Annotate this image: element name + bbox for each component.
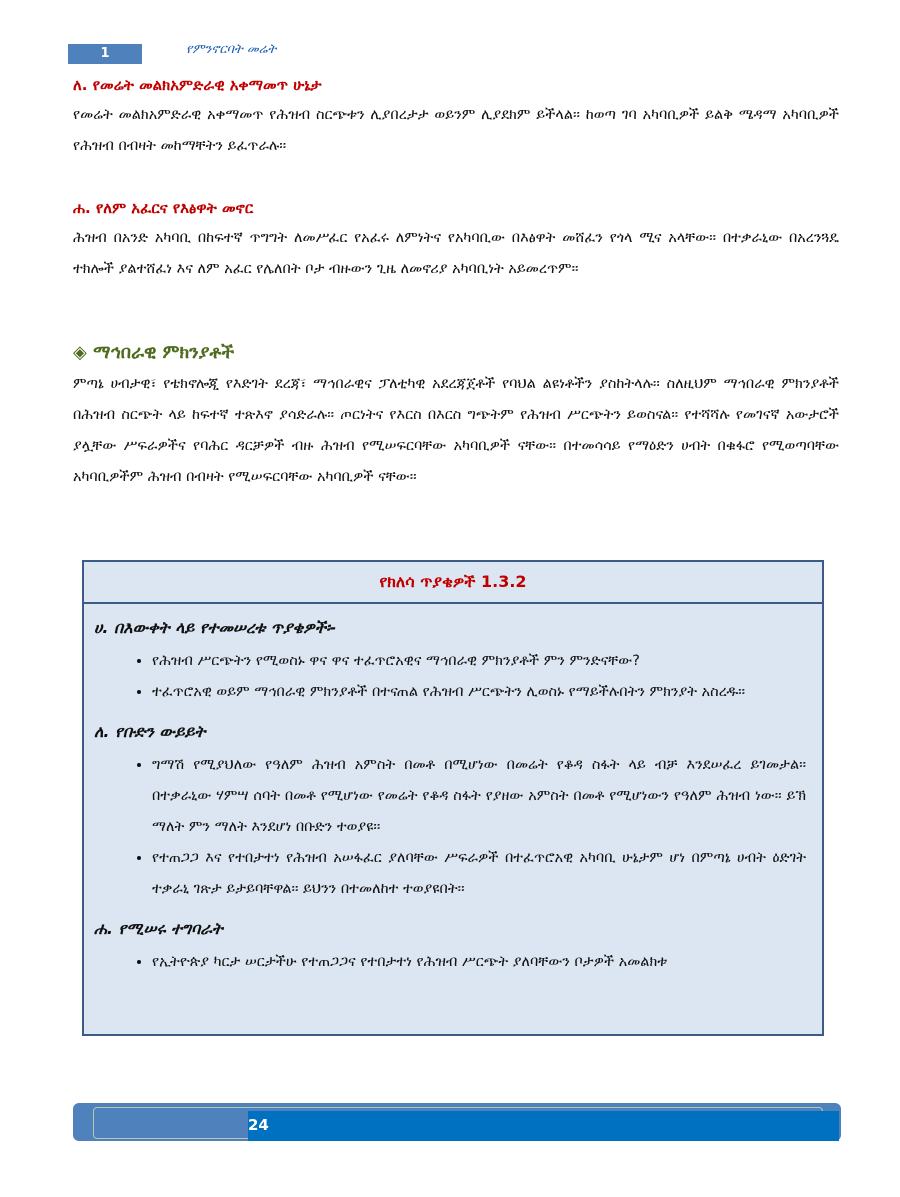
question-item: • ግማሽ የሚያህለው የዓለም ሕዝብ አምስት በመቶ በሚሆነው በመሬት የቆዳ ስፋት ላይ ብቻ እንደሠፈረ ይገመታል፡፡ በተቃራኒው ሃምሣ ሰባት በመቶ የሚሆነው የመሬት የቆዳ ስፋት የያዘው አምስት በመቶ የሚሆነውን የዓለም ሕዝብ ነው፡፡ ይኽ ማለት ምን ማለት እንደሆነ በቡድን ተወያዩ፡፡ xyxy=(152,750,806,843)
section-heading: ለ. የመሬት መልክአምድራዊ አቀማመጥ ሁኔታ xyxy=(73,76,322,94)
review-questions-box xyxy=(82,560,824,1036)
question-item: • ተፈጥሮአዊ ወይም ማኅበራዊ ምክንያቶች በተናጠል የሕዝብ ሥርጭትን ሊወስኑ የማይችሉበትን ምክንያት አስረዱ፡፡ xyxy=(152,677,806,708)
question-list xyxy=(94,646,806,708)
diamond-bullet-icon: ◈ xyxy=(73,342,87,363)
chapter-number-badge: 1 xyxy=(68,44,142,64)
section-heading xyxy=(73,342,839,363)
page-footer xyxy=(73,1103,841,1141)
section-soil-vegetation xyxy=(73,199,839,285)
page-number: 24 xyxy=(248,1111,839,1141)
review-box-title: የክለሳ ጥያቄዎች 1.3.2 xyxy=(84,562,822,604)
section-paragraph: የመሬት መልክአምድራዊ አቀማመጥ የሕዝብ ስርጭቱን ሊያበረታታ ወይንም ሊያደክም ይችላል፡፡ ከወጣ ገባ አካባቢዎች ይልቅ ሜዳማ አካባቢዎች የሕዝብ በብዛት መከማቸትን ይፈጥራሉ፡፡ xyxy=(73,107,839,154)
running-header-title: የምንኖርባት መሬት xyxy=(186,42,277,57)
question-group-heading: ሀ. በእውቀት ላይ የተመሠረቱ ጥያቄዎች፡- xyxy=(94,618,337,637)
question-item: • የተጠጋጋ እና የተበታተነ የሕዝብ አሠፋፈር ያለባቸው ሥፍራዎች በተፈጥሮአዊ አካባቢ ሁኔታም ሆነ በምጣኔ ሀብት ዕድገት ተቃራኒ ገጽታ ይታይባቸዋል፡፡ ይህንን በተመለከተ ተወያዩበት፡፡ xyxy=(152,843,806,905)
question-item: • የሕዝብ ሥርጭትን የሚወስኑ ዋና ዋና ተፈጥሮአዊና ማኅበራዊ ምክንያቶች ምን ምንድናቸው? xyxy=(152,646,806,677)
section-social-factors xyxy=(73,342,839,493)
question-item: • የኢትዮጵያ ካርታ ሠርታችሁ የተጠጋጋና የተበታተነ የሕዝብ ሥርጭት ያለባቸውን ቦታዎች አመልክቱ xyxy=(152,947,806,978)
section-paragraph: ሕዝብ በአንድ አካባቢ በከፍተኛ ጥግግት ለመሥፈር የአፈሩ ለምነትና የአካባቢው በእፅዋት መሸፈን የጎላ ሚና አላቸው፡፡ በተቃራኒው በአረንጓዴ ተክሎች ያልተሸፈነ እና ለም አፈር የሌለበት ቦታ ብዙውን ጊዜ ለመኖሪያ አካባቢነት አይመረጥም፡፡ xyxy=(73,230,839,277)
question-list xyxy=(94,750,806,905)
question-list xyxy=(94,947,806,978)
section-heading-text: ማኅበራዊ ምክንያቶች xyxy=(93,342,235,363)
question-group-heading: ሐ. የሚሠሩ ተግባራት xyxy=(94,919,223,938)
section-paragraph: ምጣኔ ሀብታዊ፣ የቴክኖሎጂ የእድገት ደረጃ፣ ማኅበራዊና ፓለቲካዊ አደረጃጀቶች የባህል ልዩነቶችን ያስከትላሉ፡፡ ስለዚህም ማኅበራዊ ምክንያቶች በሕዝብ ስርጭት ላይ ከፍተኛ ተጽእኖ ያሳድራሉ፡፡ ጦርነትና የእርስ በእርስ ግጭትም የሕዝብ ሥርጭትን ይወስናል፡፡ የተሻሻሉ የመገናኛ አውታሮች ያሏቸው ሥፍራዎችና የባሕር ዳርቻዎች ብዙ ሕዝብ የሚሠፍርባቸው አካባቢዎች ናቸው፡፡ በተመሳሳይ የማዕድን ሀብት በቁፋሮ የሚወጣባቸው አካባቢዎችም ሕዝብ በብዛት የሚሠፍርባቸው አካባቢዎች ናቸው፡፡ xyxy=(73,376,839,485)
section-topography xyxy=(73,76,839,162)
question-group-heading: ለ. የቡድን ውይይት xyxy=(94,722,206,741)
section-heading: ሐ. የለም አፈርና የእፅዋት መኖር xyxy=(73,199,254,217)
